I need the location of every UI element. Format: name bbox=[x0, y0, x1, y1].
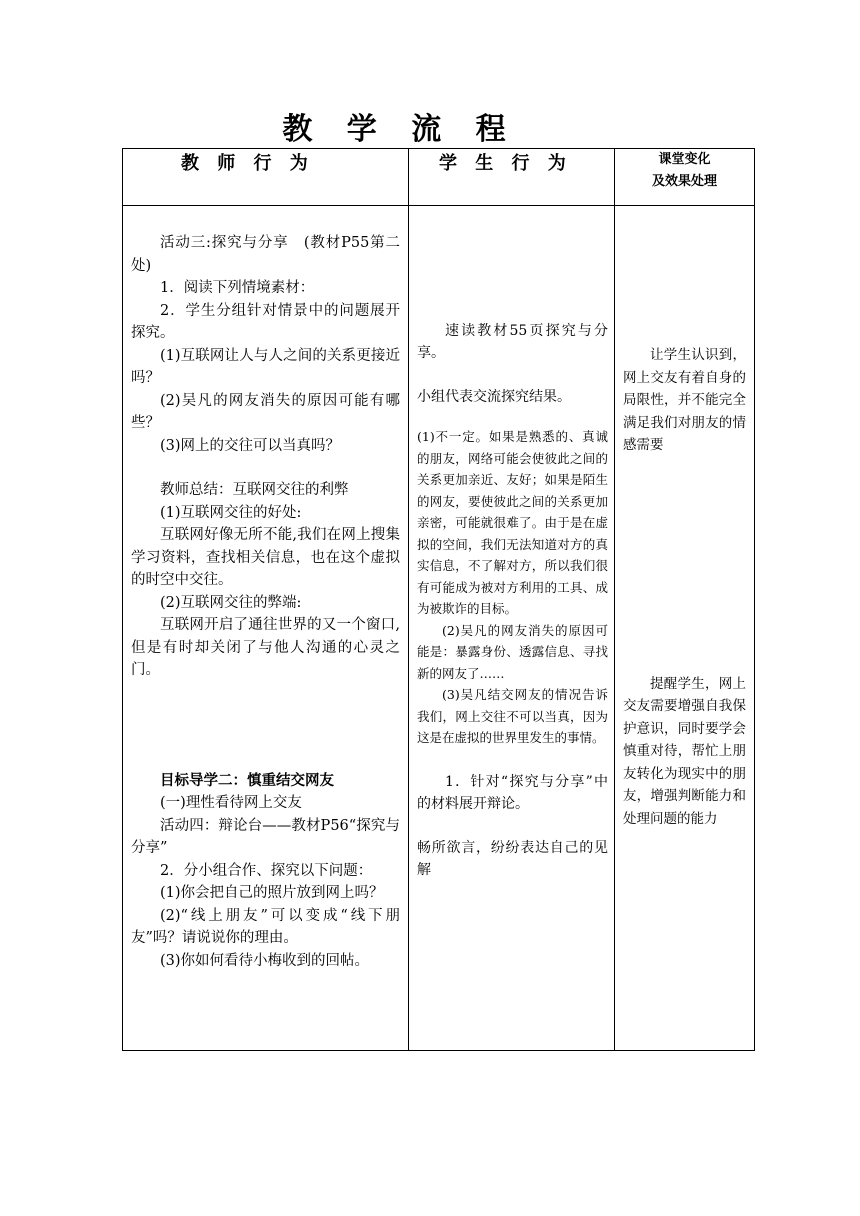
header-changes bbox=[615, 149, 755, 206]
summary-heading: 教师总结：互联网交往的利弊 bbox=[160, 482, 349, 498]
teacher-q2: (2)吴凡的网友消失的原因可能有哪些？ bbox=[131, 392, 400, 431]
header-changes-line1: 课堂变化 bbox=[658, 152, 711, 167]
changes-note1: 让学生认识到，网上交友有着自身的局限性，并不能完全满足我们对朋友的情感需要 bbox=[623, 347, 746, 453]
debate-q3: (3)你如何看待小梅收到的回帖。 bbox=[160, 952, 370, 969]
bad-text: 互联网开启了通往世界的又一个窗口,但是有时却关闭了与他人沟通的心灵之门。 bbox=[131, 617, 400, 678]
good-text: 互联网好像无所不能,我们在网上搜集学习资料，查找相关信息，也在这个虚拟的时空中交往。 bbox=[131, 527, 400, 588]
header-student: 学 生 行 为 bbox=[409, 149, 615, 206]
bad-heading: (2)互联网交往的弊端: bbox=[160, 594, 302, 611]
teaching-flow-table bbox=[122, 148, 755, 1051]
teacher-cell bbox=[123, 206, 409, 1051]
changes-cell bbox=[615, 206, 755, 1051]
teacher-step1: 1．阅读下列情境素材： bbox=[160, 280, 315, 296]
student-answer1: (1)不一定。如果是熟悉的、真诚的朋友，网络可能会使彼此之间的关系更加亲近、友好；如果是陌生的网友，要使彼此之间的关系更加亲密，可能就很难了。由于是在虚拟的空间，我们无法知道对方的真实信息，不了解对方，所以我们很有可能成为被对方利用的工具、成为被欺诈的目标。 bbox=[417, 429, 608, 616]
table-header-row bbox=[123, 149, 755, 206]
student-read: 速读教材55页探究与分享。 bbox=[417, 323, 608, 361]
student-debate: 1．针对“探究与分享”中的材料展开辩论。 bbox=[417, 773, 608, 812]
activity3-heading: 活动三:探究与分享 (教材P55第二处) bbox=[131, 235, 400, 274]
activity4-heading: 活动四：辩论台——教材P56“探究与分享” bbox=[131, 817, 400, 856]
debate-q1: (1)你会把自己的照片放到网上吗？ bbox=[160, 885, 384, 901]
teacher-q3: (3)网上的交往可以当真吗？ bbox=[160, 437, 341, 454]
student-answer3: (3)吴凡结交网友的情况告诉我们，网上交往不可以当真，因为这是在虚拟的世界里发生的事情。 bbox=[417, 687, 608, 745]
teacher-step2: 2．学生分组针对情景中的问题展开探究。 bbox=[131, 302, 400, 341]
student-express: 畅所欲言，纷纷表达自己的见解 bbox=[417, 839, 608, 878]
student-report: 小组代表交流探究结果。 bbox=[417, 389, 571, 405]
student-cell bbox=[409, 206, 615, 1051]
header-teacher: 教 师 行 为 bbox=[123, 149, 409, 206]
good-heading: (1)互联网交往的好处: bbox=[160, 504, 302, 521]
page-title: 教 学 流 程 bbox=[282, 112, 518, 147]
student-answer2: (2)吴凡的网友消失的原因可能是：暴露身份、透露信息、寻找新的网友了…… bbox=[417, 622, 608, 681]
group-step: 2．分小组合作、探究以下问题： bbox=[160, 862, 373, 879]
sub1-heading: (一)理性看待网上交友 bbox=[160, 795, 302, 811]
changes-note2: 提醒学生，网上交友需要增强自我保护意识，同时要学会慎重对待，帮忙上朋友转化为现实中的朋友，增强判断能力和处理问题的能力 bbox=[623, 675, 746, 827]
table-body-row bbox=[123, 206, 755, 1051]
header-changes-line2: 及效果处理 bbox=[651, 174, 717, 189]
teacher-q1: (1)互联网让人与人之间的关系更接近吗？ bbox=[131, 347, 400, 386]
goal2-heading: 目标导学二：慎重结交网友 bbox=[160, 771, 334, 789]
debate-q2: (2)“线上朋友”可以变成“线下朋友”吗？请说说你的理由。 bbox=[131, 907, 400, 946]
